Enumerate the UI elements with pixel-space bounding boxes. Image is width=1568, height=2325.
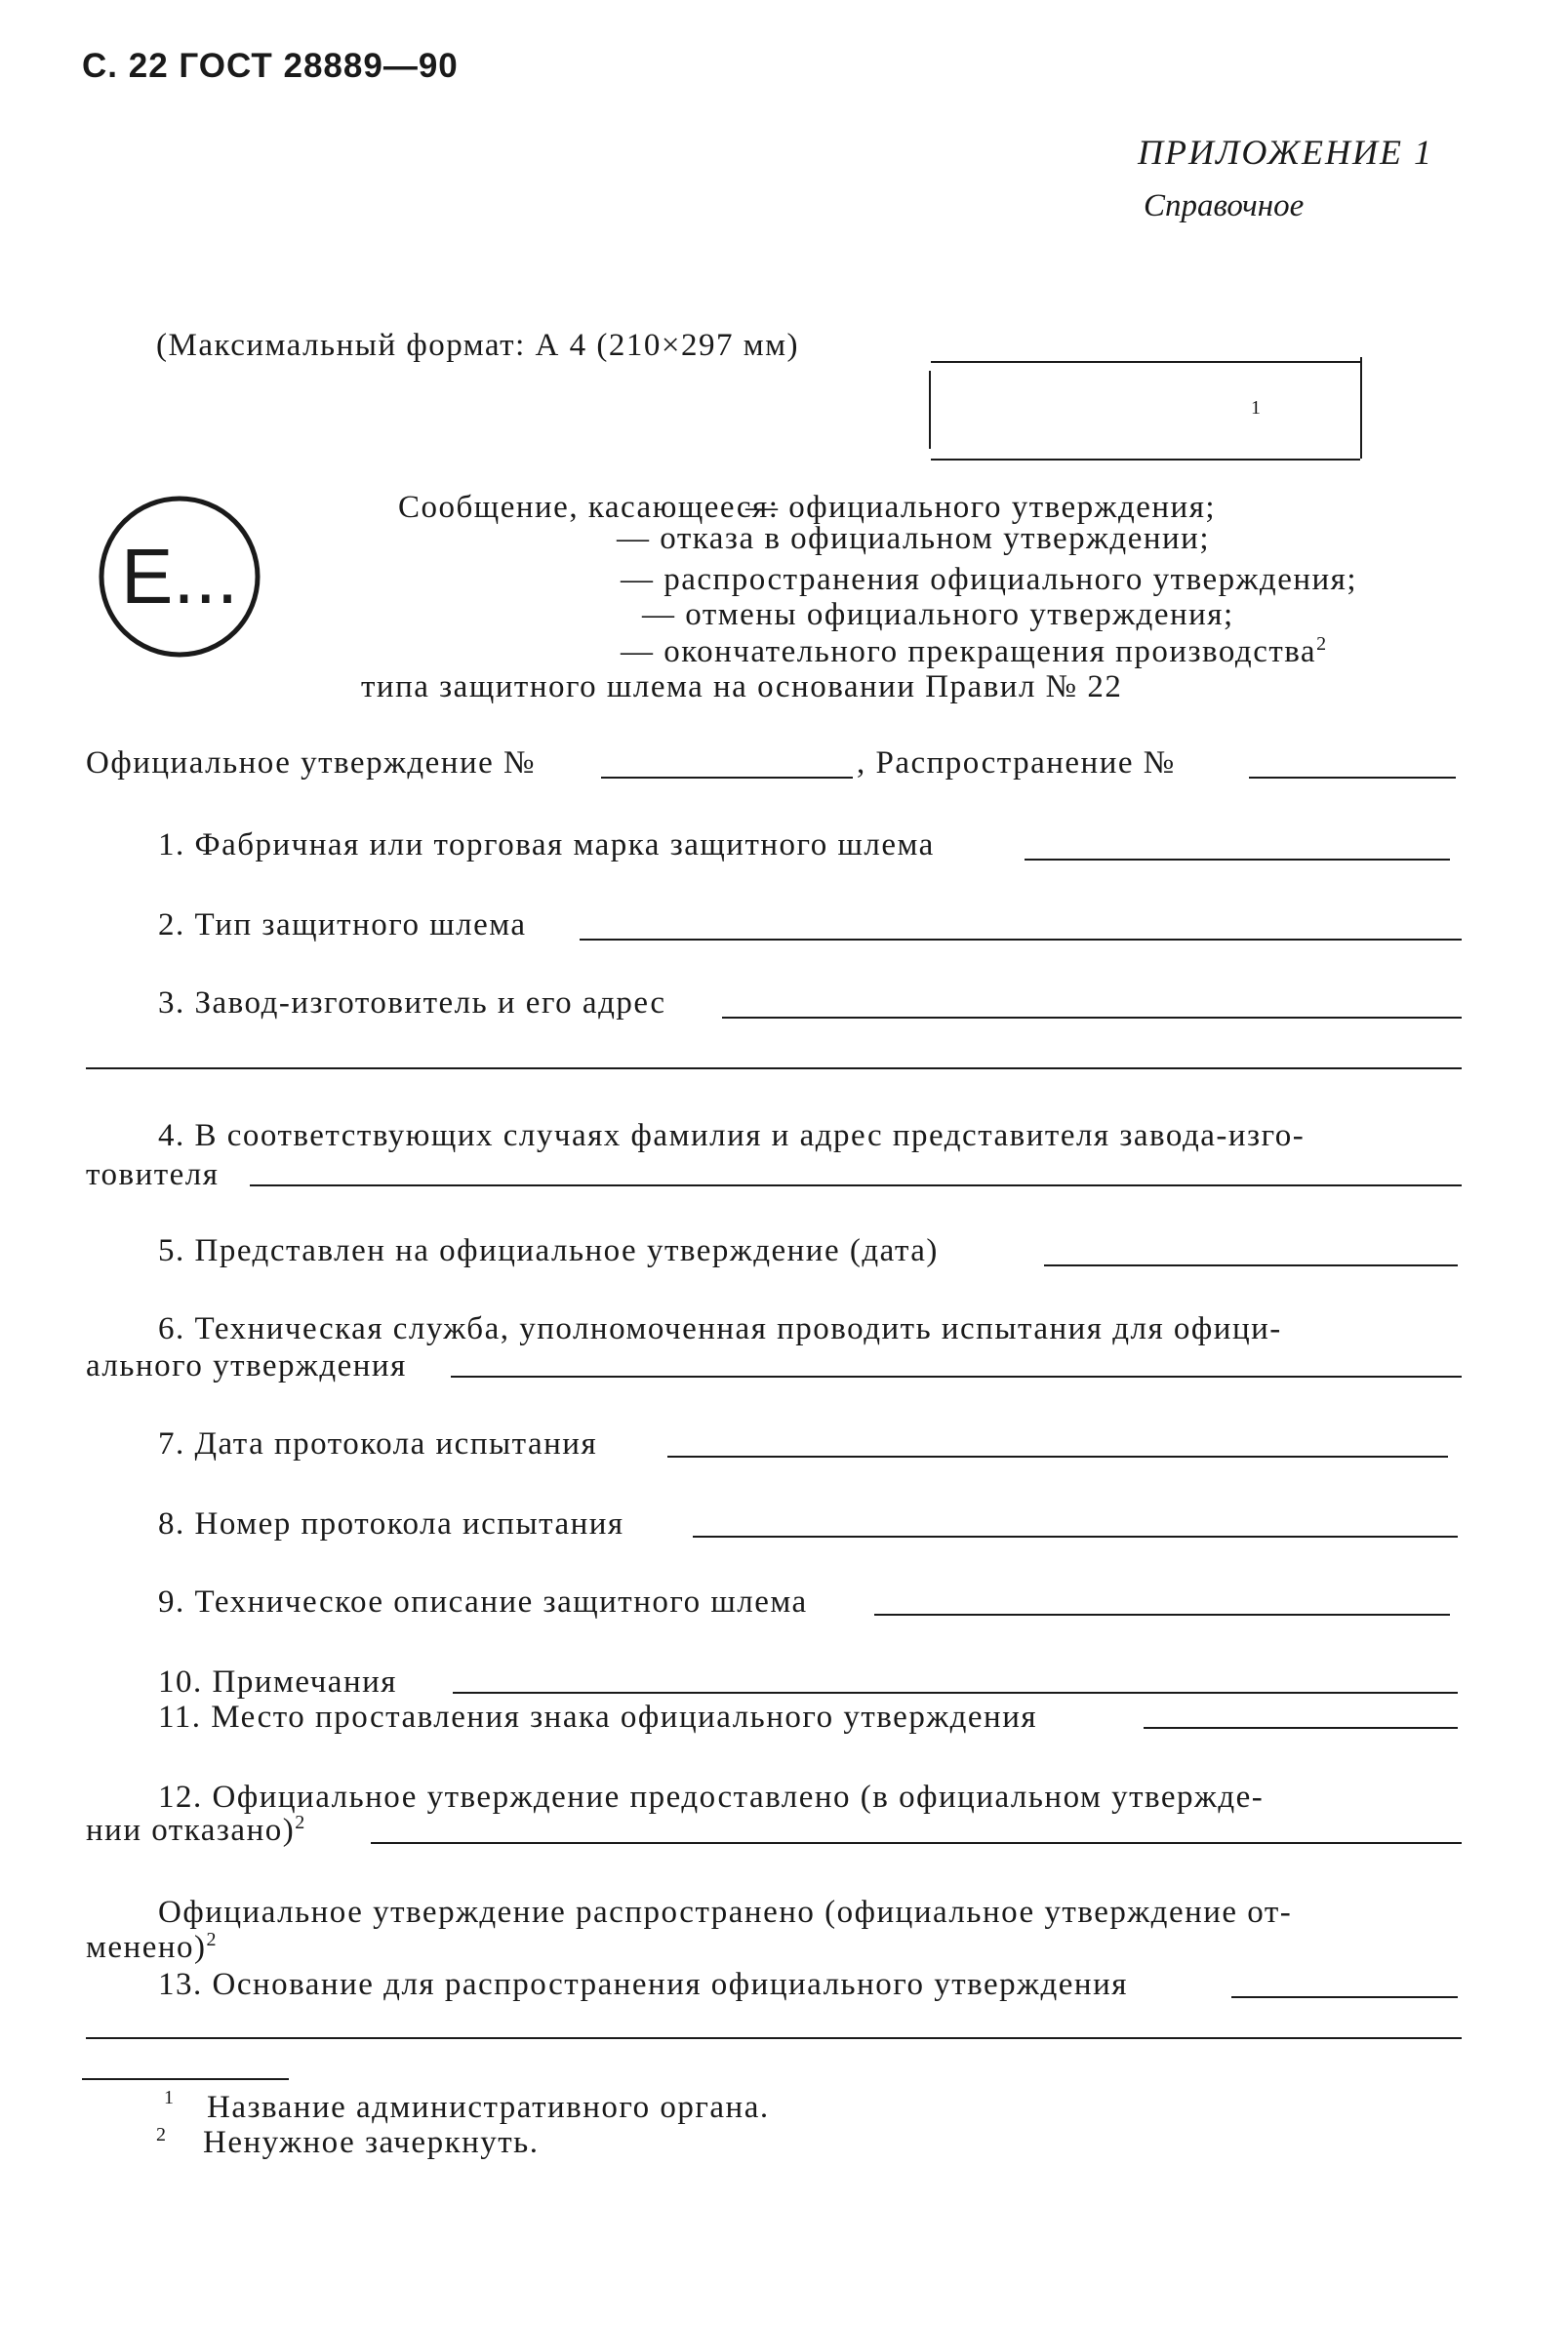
field-12-label-line-2-text: нии отказано) — [86, 1813, 296, 1848]
footnote-ref-2: 2 — [1316, 633, 1328, 655]
approval-number-field[interactable] — [601, 777, 853, 779]
field-3-input-line-2[interactable] — [86, 1067, 1462, 1069]
page-header: С. 22 ГОСТ 28889—90 — [82, 47, 459, 85]
message-lead: Сообщение, касающееся: — [398, 490, 780, 525]
field-6-label-line-1: 6. Техническая служба, уполномоченная проводить испытания для офици- — [158, 1311, 1282, 1346]
field-1-label: 1. Фабричная или торговая марка защитного шлема — [158, 827, 935, 862]
field-13-input-line-2[interactable] — [86, 2037, 1462, 2039]
message-item-refusal: — отказа в официальном утверждении; — [617, 521, 1211, 556]
field-3-input[interactable] — [722, 1017, 1462, 1019]
field-3-label: 3. Завод-изготовитель и его адрес — [158, 985, 666, 1021]
field-4-label-line-1: 4. В соответствующих случаях фамилия и адрес представителя завода-изго- — [158, 1118, 1306, 1153]
footnote-ref-2: 2 — [206, 1929, 218, 1950]
appendix-subtitle: Справочное — [1144, 188, 1305, 223]
extension-number-field[interactable] — [1249, 777, 1456, 779]
field-9-label: 9. Техническое описание защитного шлема — [158, 1584, 808, 1620]
field-8-input[interactable] — [693, 1536, 1458, 1538]
field-13-label: 13. Основание для распространения официального утверждения — [158, 1967, 1128, 2002]
extension-note-line-1: Официальное утверждение распространено (официальное утверждение от- — [158, 1895, 1293, 1930]
extension-number-label: , Распространение № — [857, 745, 1176, 781]
field-2-label: 2. Тип защитного шлема — [158, 907, 527, 942]
format-note: (Максимальный формат: А 4 (210×297 мм) — [156, 328, 799, 363]
message-item-discontinued — [621, 633, 1328, 669]
field-4-input[interactable] — [250, 1184, 1462, 1186]
field-7-label: 7. Дата протокола испытания — [158, 1426, 598, 1462]
field-5-label: 5. Представлен на официальное утверждение (дата) — [158, 1233, 939, 1268]
field-12-label-line-1: 12. Официальное утверждение предоставлено (в официальном утвержде- — [158, 1780, 1265, 1815]
field-10-label: 10. Примечания — [158, 1664, 397, 1700]
field-11-input[interactable] — [1144, 1727, 1458, 1729]
message-item-approval: — официального утверждения; — [745, 490, 1217, 525]
field-1-input[interactable] — [1025, 859, 1450, 861]
field-13-input[interactable] — [1231, 1996, 1458, 1998]
field-12-label-line-2 — [86, 1812, 306, 1848]
field-10-input[interactable] — [453, 1692, 1458, 1694]
footnote-separator — [82, 2078, 289, 2080]
approval-emblem — [96, 493, 263, 661]
field-2-input[interactable] — [580, 939, 1462, 941]
footnote-2-text: Ненужное зачеркнуть. — [203, 2125, 540, 2160]
footnote-2-mark: 2 — [156, 2124, 166, 2145]
message-item-discontinued-text: — окончательного прекращения производства — [621, 634, 1317, 669]
field-11-label: 11. Место проставления знака официального утверждения — [158, 1700, 1038, 1735]
appendix-title: ПРИЛОЖЕНИЕ 1 — [1138, 133, 1433, 172]
authority-box-footnote-mark: 1 — [1251, 397, 1261, 419]
footnote-ref-2: 2 — [295, 1812, 306, 1833]
message-item-extension: — распространения официального утверждения; — [621, 562, 1358, 597]
extension-note-line-2 — [86, 1929, 218, 1965]
extension-note-line-2-text: менено) — [86, 1930, 207, 1965]
message-item-withdrawal: — отмены официального утверждения; — [642, 597, 1234, 632]
field-6-input[interactable] — [451, 1376, 1462, 1378]
footnote-1-text: Название административного органа. — [207, 2090, 770, 2125]
emblem-text: E... — [121, 533, 239, 620]
field-8-label: 8. Номер протокола испытания — [158, 1506, 624, 1542]
authority-box — [931, 361, 1360, 461]
approval-number-label: Официальное утверждение № — [86, 745, 537, 781]
footnote-1-mark: 1 — [164, 2087, 174, 2108]
field-9-input[interactable] — [874, 1614, 1450, 1616]
field-12-input[interactable] — [371, 1842, 1462, 1844]
field-4-label-line-2: товителя — [86, 1157, 220, 1192]
field-5-input[interactable] — [1044, 1264, 1458, 1266]
field-6-label-line-2: ального утверждения — [86, 1348, 407, 1383]
message-tail: типа защитного шлема на основании Правил № 22 — [361, 669, 1123, 704]
field-7-input[interactable] — [667, 1456, 1448, 1458]
